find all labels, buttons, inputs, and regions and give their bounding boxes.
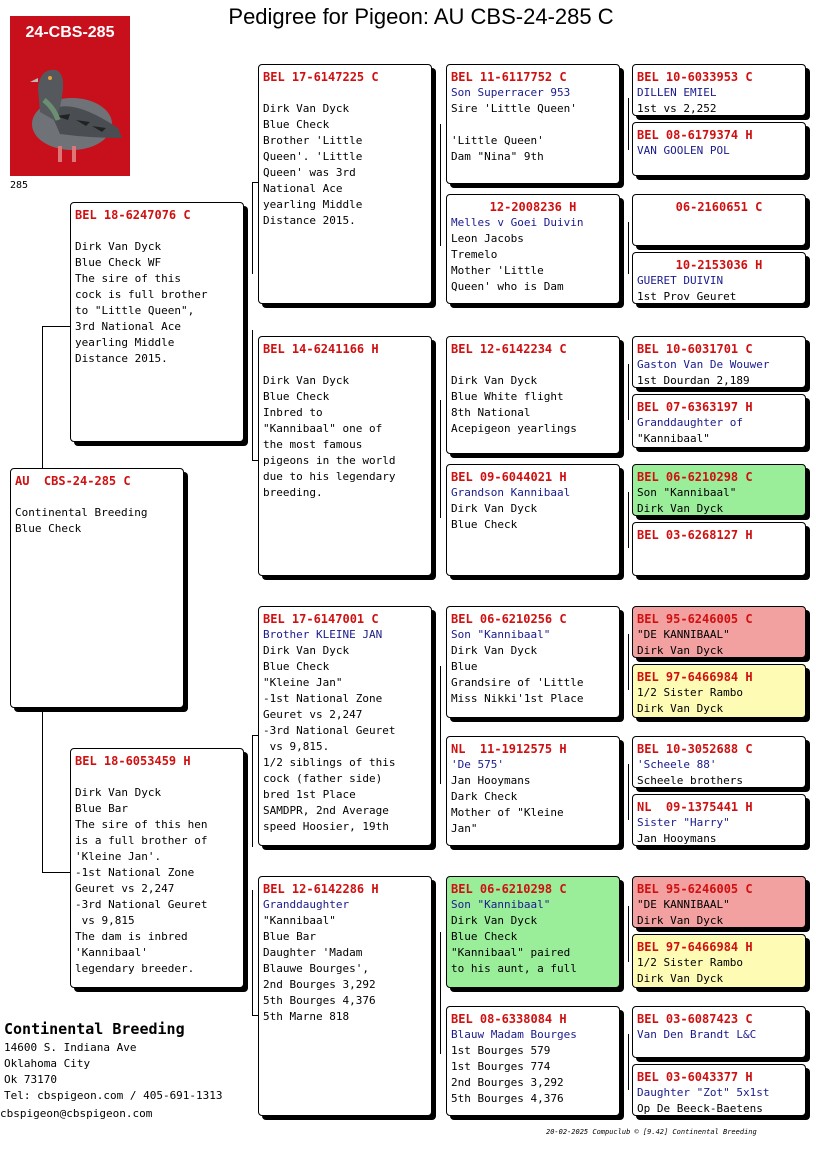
pigeon-highlight: Son Superracer 953 [451,86,571,99]
pigeon-info-line: Queen'. 'Little [263,150,363,163]
pigeon-info-line: Op De Beeck-Baetens [637,1102,763,1115]
pigeon-info-line: Dirk Van Dyck [263,102,350,115]
pigeon-info-line: bred 1st Place [263,788,356,801]
pigeon-info-line: -1st National Zone [75,866,195,879]
pigeon-box-ggp-7[interactable] [446,876,620,988]
ring-number: BEL 17-6147225 C [263,70,379,84]
pigeon-box-gggp-2[interactable] [632,122,806,176]
pigeon-box-gggp-3[interactable] [632,194,806,246]
pigeon-info-line: Mother of "Kleine [451,806,564,819]
connector [440,400,441,518]
pigeon-info-line: cock is full brother [75,288,208,301]
connector [628,634,629,690]
pigeon-info-line: breeding. [263,486,323,499]
pigeon-info-line: vs 9,815 [75,914,135,927]
ring-number: BEL 17-6147001 C [263,612,379,626]
ring-number: BEL 14-6241166 H [263,342,379,356]
pigeon-highlight: Sister "Harry" [637,816,730,829]
pigeon-info-line: 2nd Bourges 3,292 [263,978,376,991]
pigeon-info-line: SAMDPR, 2nd Average [263,804,389,817]
pigeon-info-line: Blue Check [451,518,518,531]
pigeon-info-line: yearling Middle [75,336,175,349]
pigeon-info-line: "Kannibaal" one of [263,422,383,435]
pigeon-info-line: Dirk Van Dyck [263,644,350,657]
pigeon-highlight: Daughter "Zot" 5x1st [637,1086,770,1099]
pigeon-info-line: 1st Prov Geuret [637,290,737,303]
pigeon-info-line: 'Kleine Jan'. [75,850,162,863]
ring-number: BEL 08-6338084 H [451,1012,567,1026]
pigeon-box-dam-sire[interactable] [258,606,432,846]
pigeon-info-line: Dirk Van Dyck [637,502,724,515]
pigeon-info-line: Miss Nikki'1st Place [451,692,584,705]
pigeon-info-line: Blue Check [15,522,82,535]
connector [42,326,70,327]
pigeon-info-line: the most famous [263,438,363,451]
ring-number: BEL 12-6142286 H [263,882,379,896]
connector [252,330,253,460]
pigeon-info-line: Scheele brothers [637,774,743,787]
pigeon-box-gggp-13[interactable] [632,876,806,928]
connector [42,712,43,872]
pigeon-box-gggp-4[interactable] [632,252,806,304]
pigeon-info-line: 1/2 siblings of this [263,756,396,769]
breeder-email[interactable]: cbspigeon@cbspigeon.com [0,1107,153,1120]
page-title: Pedigree for Pigeon: AU CBS-24-285 C [228,4,614,29]
pigeon-info-line: Blue Bar [75,802,128,815]
pigeon-info-line [451,357,615,373]
connector [440,932,441,1054]
pigeon-info-line: Dirk Van Dyck [637,914,724,927]
connector [628,1034,629,1090]
pigeon-info-line: Dirk Van Dyck [637,644,724,657]
pigeon-info-line: legendary breeder. [75,962,195,975]
pigeon-info-line: Inbred to [263,406,323,419]
pigeon-info-line: 1st vs 2,252 [637,102,717,115]
pigeon-info-line: Blue Check [263,118,330,131]
pigeon-info-line [451,117,615,133]
pigeon-highlight: VAN GOOLEN POL [637,144,730,157]
ring-number: BEL 18-6247076 C [75,208,191,222]
pigeon-info-line: vs 9,815. [263,740,330,753]
pigeon-info-line: Jan Hooymans [451,774,531,787]
pigeon-info-line: "DE KANNIBAAL" [637,628,730,641]
pigeon-info-line: is a full brother of [75,834,208,847]
pigeon-info-line: National Ace [263,182,343,195]
pigeon-highlight: 'De 575' [451,758,504,771]
pigeon-info-line: Dirk Van Dyck [451,374,538,387]
breeder-address-line: Oklahoma City [4,1057,91,1070]
pigeon-info-line [15,489,179,505]
breeder-address-line: Ok 73170 [4,1073,57,1086]
connector [252,735,253,847]
ring-number: NL 09-1375441 H [637,800,753,814]
ring-number: BEL 95-6246005 C [637,612,753,626]
connector [440,666,441,784]
pigeon-info-line: Dirk Van Dyck [451,502,538,515]
pigeon-info-line: 1st Bourges 579 [451,1044,551,1057]
ring-number: BEL 12-6142234 C [451,342,567,356]
pigeon-info-line: Dirk Van Dyck [75,240,162,253]
pigeon-photo [10,16,130,176]
pigeon-highlight: Van Den Brandt L&C [637,1028,757,1041]
pigeon-info-line: -3rd National Geuret [75,898,208,911]
ring-number: 10-2153036 H [675,258,763,272]
pigeon-info-line: Jan Hooymans [637,832,717,845]
pigeon-box-sire[interactable] [70,202,244,442]
pigeon-highlight: Brother KLEINE JAN [263,628,383,641]
pigeon-highlight: Blauw Madam Bourges [451,1028,577,1041]
pigeon-info-line: 1/2 Sister Rambo [637,686,743,699]
pigeon-box-gggp-12[interactable] [632,794,806,846]
pigeon-highlight: Son "Kannibaal" [451,898,551,911]
pigeon-info-line: Acepigeon yearlings [451,422,577,435]
connector [252,182,253,274]
pigeon-info-line: pigeons in the world [263,454,396,467]
pigeon-info-line: Distance 2015. [263,214,356,227]
pigeon-info-line: Tremelo [451,248,498,261]
pigeon-box-gggp-5[interactable] [632,336,806,388]
pigeon-info-line: Queen' who is Dam [451,280,564,293]
pigeon-info-line: Blue Bar [263,930,316,943]
pigeon-info-line: "Kannibaal" [263,914,336,927]
ring-number: BEL 03-6043377 H [637,1070,753,1084]
ring-number: AU CBS-24-285 C [15,474,131,488]
pigeon-highlight: Gaston Van De Wouwer [637,358,770,371]
pigeon-info-line: Distance 2015. [75,352,168,365]
pigeon-box-gggp-16[interactable] [632,1064,806,1116]
pigeon-info-line: Blauwe Bourges', [263,962,369,975]
pigeon-info-line: The sire of this hen [75,818,208,831]
pigeon-box-ggp-4[interactable] [446,464,620,576]
pigeon-box-gggp-1[interactable] [632,64,806,116]
pigeon-box-gggp-8[interactable] [632,522,806,576]
ring-number: BEL 03-6268127 H [637,528,753,542]
ring-number: BEL 10-6033953 C [637,70,753,84]
pigeon-info-line: Jan" [451,822,478,835]
ring-number: BEL 10-3052688 C [637,742,753,756]
pigeon-highlight: Son "Kannibaal" [451,628,551,641]
photo-number: 285 [10,180,29,191]
ring-number: BEL 03-6087423 C [637,1012,753,1026]
connector [252,890,253,1015]
pigeon-info-line: 5th Marne 818 [263,1010,350,1023]
pigeon-box-ggp-1[interactable] [446,64,620,184]
pigeon-highlight: DILLEN EMIEL [637,86,717,99]
ring-number: BEL 97-6466984 H [637,940,753,954]
pigeon-box-subject[interactable] [10,468,184,708]
ring-number: BEL 08-6179374 H [637,128,753,142]
ring-number: BEL 95-6246005 C [637,882,753,896]
pigeon-box-dam[interactable] [70,748,244,988]
pigeon-info-line: yearling Middle [263,198,363,211]
ring-number: BEL 11-6117752 C [451,70,567,84]
pigeon-box-dam-dam[interactable] [258,876,432,1116]
photo-ring-label: 24-CBS-285 [25,24,115,41]
connector [628,492,629,548]
breeder-name: Continental Breeding [4,1020,185,1038]
pigeon-info-line: Dam "Nina" 9th [451,150,544,163]
ring-number: BEL 06-6210298 C [637,470,753,484]
pigeon-box-gggp-15[interactable] [632,1006,806,1058]
pigeon-info-line: Daughter 'Madam [263,946,363,959]
pigeon-info-line: Brother 'Little [263,134,363,147]
pigeon-info-line: speed Hoosier, 19th [263,820,389,833]
ring-number: BEL 09-6044021 H [451,470,567,484]
pigeon-box-ggp-3[interactable] [446,336,620,454]
pigeon-info-line: Dirk Van Dyck [75,786,162,799]
ring-number: BEL 06-6210256 C [451,612,567,626]
ring-number: BEL 18-6053459 H [75,754,191,768]
footer-note: 20-02-2025 Compuclub © [9.42] Continental Breeding [546,1128,757,1136]
pigeon-info-line: "Kleine Jan" [263,676,343,689]
ring-number: BEL 10-6031701 C [637,342,753,356]
pigeon-info-line: "Kannibaal" [637,432,710,445]
pigeon-info-line: 1st Bourges 774 [451,1060,551,1073]
pigeon-info-line [75,223,239,239]
pigeon-info-line: The dam is inbred [75,930,188,943]
pigeon-box-gggp-11[interactable] [632,736,806,788]
pigeon-info-line: Blue Check [263,390,330,403]
connector [628,764,629,820]
pigeon-box-ggp-5[interactable] [446,606,620,718]
connector [42,872,70,873]
pigeon-info-line: Blue Check WF [75,256,162,269]
pigeon-info-line: Dirk Van Dyck [263,374,350,387]
ring-number: 12-2008236 H [489,200,577,214]
pigeon-info-line: Continental Breeding [15,506,148,519]
pigeon-icon [10,16,130,176]
pigeon-highlight: Granddaughter [263,898,350,911]
pigeon-box-gggp-9[interactable] [632,606,806,658]
ring-number: NL 11-1912575 H [451,742,567,756]
pigeon-info-line [75,769,239,785]
pigeon-info-line: 2nd Bourges 3,292 [451,1076,564,1089]
ring-number: BEL 07-6363197 H [637,400,753,414]
pigeon-info-line: 1/2 Sister Rambo [637,956,743,969]
pigeon-box-ggp-6[interactable] [446,736,620,846]
pigeon-info-line: Dirk Van Dyck [637,702,724,715]
pigeon-info-line: Blue Check [451,930,518,943]
pigeon-box-gggp-6[interactable] [632,394,806,448]
pigeon-info-line: 5th Bourges 4,376 [263,994,376,1007]
pigeon-highlight: Melles v Goei Duivin [451,216,584,229]
pigeon-highlight: 'Scheele 88' [637,758,717,771]
pigeon-info-line: to his aunt, a full [451,962,577,975]
ring-number: BEL 06-6210298 C [451,882,567,896]
pigeon-info-line: 'Kannibaal' [75,946,148,959]
pigeon-info-line: Dirk Van Dyck [451,644,538,657]
pigeon-box-sire-sire[interactable] [258,64,432,304]
pigeon-info-line: Mother 'Little [451,264,544,277]
ring-number: 06-2160651 C [675,200,763,214]
pigeon-box-gggp-14[interactable] [632,934,806,988]
pigeon-highlight: Grandson Kannibaal [451,486,571,499]
pigeon-info-line: Dark Check [451,790,518,803]
pigeon-info-line: Geuret vs 2,247 [75,882,175,895]
breeder-info [4,1018,223,1104]
connector [628,222,629,274]
pigeon-info-line: cock (father side) [263,772,383,785]
connector [42,326,43,468]
pigeon-info-line: -1st National Zone [263,692,383,705]
pigeon-info-line: Sire 'Little Queen' [451,102,577,115]
pigeon-info-line: Dirk Van Dyck [637,972,724,985]
pigeon-info-line: 'Little Queen' [451,134,544,147]
connector [628,98,629,150]
pigeon-info-line: "Kannibaal" paired [451,946,571,959]
pigeon-info-line [263,85,427,101]
ring-number: BEL 97-6466984 H [637,670,753,684]
pigeon-info-line: "DE KANNIBAAL" [637,898,730,911]
pigeon-info-line: Son "Kannibaal" [637,486,737,499]
pigeon-info-line: to "Little Queen", [75,304,195,317]
pigeon-info-line: -3rd National Geuret [263,724,396,737]
pigeon-info-line: 5th Bourges 4,376 [451,1092,564,1105]
pigeon-box-ggp-2[interactable] [446,194,620,304]
pigeon-info-line: Blue Check [263,660,330,673]
pigeon-info-line: Dirk Van Dyck [451,914,538,927]
pigeon-info-line: Blue White flight [451,390,564,403]
connector [440,124,441,246]
pigeon-box-sire-dam[interactable] [258,336,432,576]
pigeon-highlight: Granddaughter of [637,416,743,429]
pigeon-info-line: Grandsire of 'Little [451,676,584,689]
pigeon-info-line: due to his legendary [263,470,396,483]
pigeon-info-line: 3rd National Ace [75,320,181,333]
pigeon-highlight: GUERET DUIVIN [637,274,724,287]
pigeon-box-gggp-7[interactable] [632,464,806,516]
pigeon-info-line: Leon Jacobs [451,232,524,245]
pigeon-info-line: The sire of this [75,272,181,285]
pigeon-info-line: 8th National [451,406,531,419]
pigeon-box-gggp-10[interactable] [632,664,806,718]
pigeon-box-ggp-8[interactable] [446,1006,620,1116]
connector [628,364,629,420]
pigeon-info-line: Geuret vs 2,247 [263,708,363,721]
breeder-address-line: 14600 S. Indiana Ave [4,1041,137,1054]
pigeon-info-line: 1st Dourdan 2,189 [637,374,750,387]
pigeon-info-line [263,357,427,373]
pigeon-info-line: Blue [451,660,478,673]
pigeon-info-line: Queen' was 3rd [263,166,356,179]
breeder-phone[interactable]: Tel: cbspigeon.com / 405-691-1313 [4,1089,223,1102]
connector [628,906,629,962]
